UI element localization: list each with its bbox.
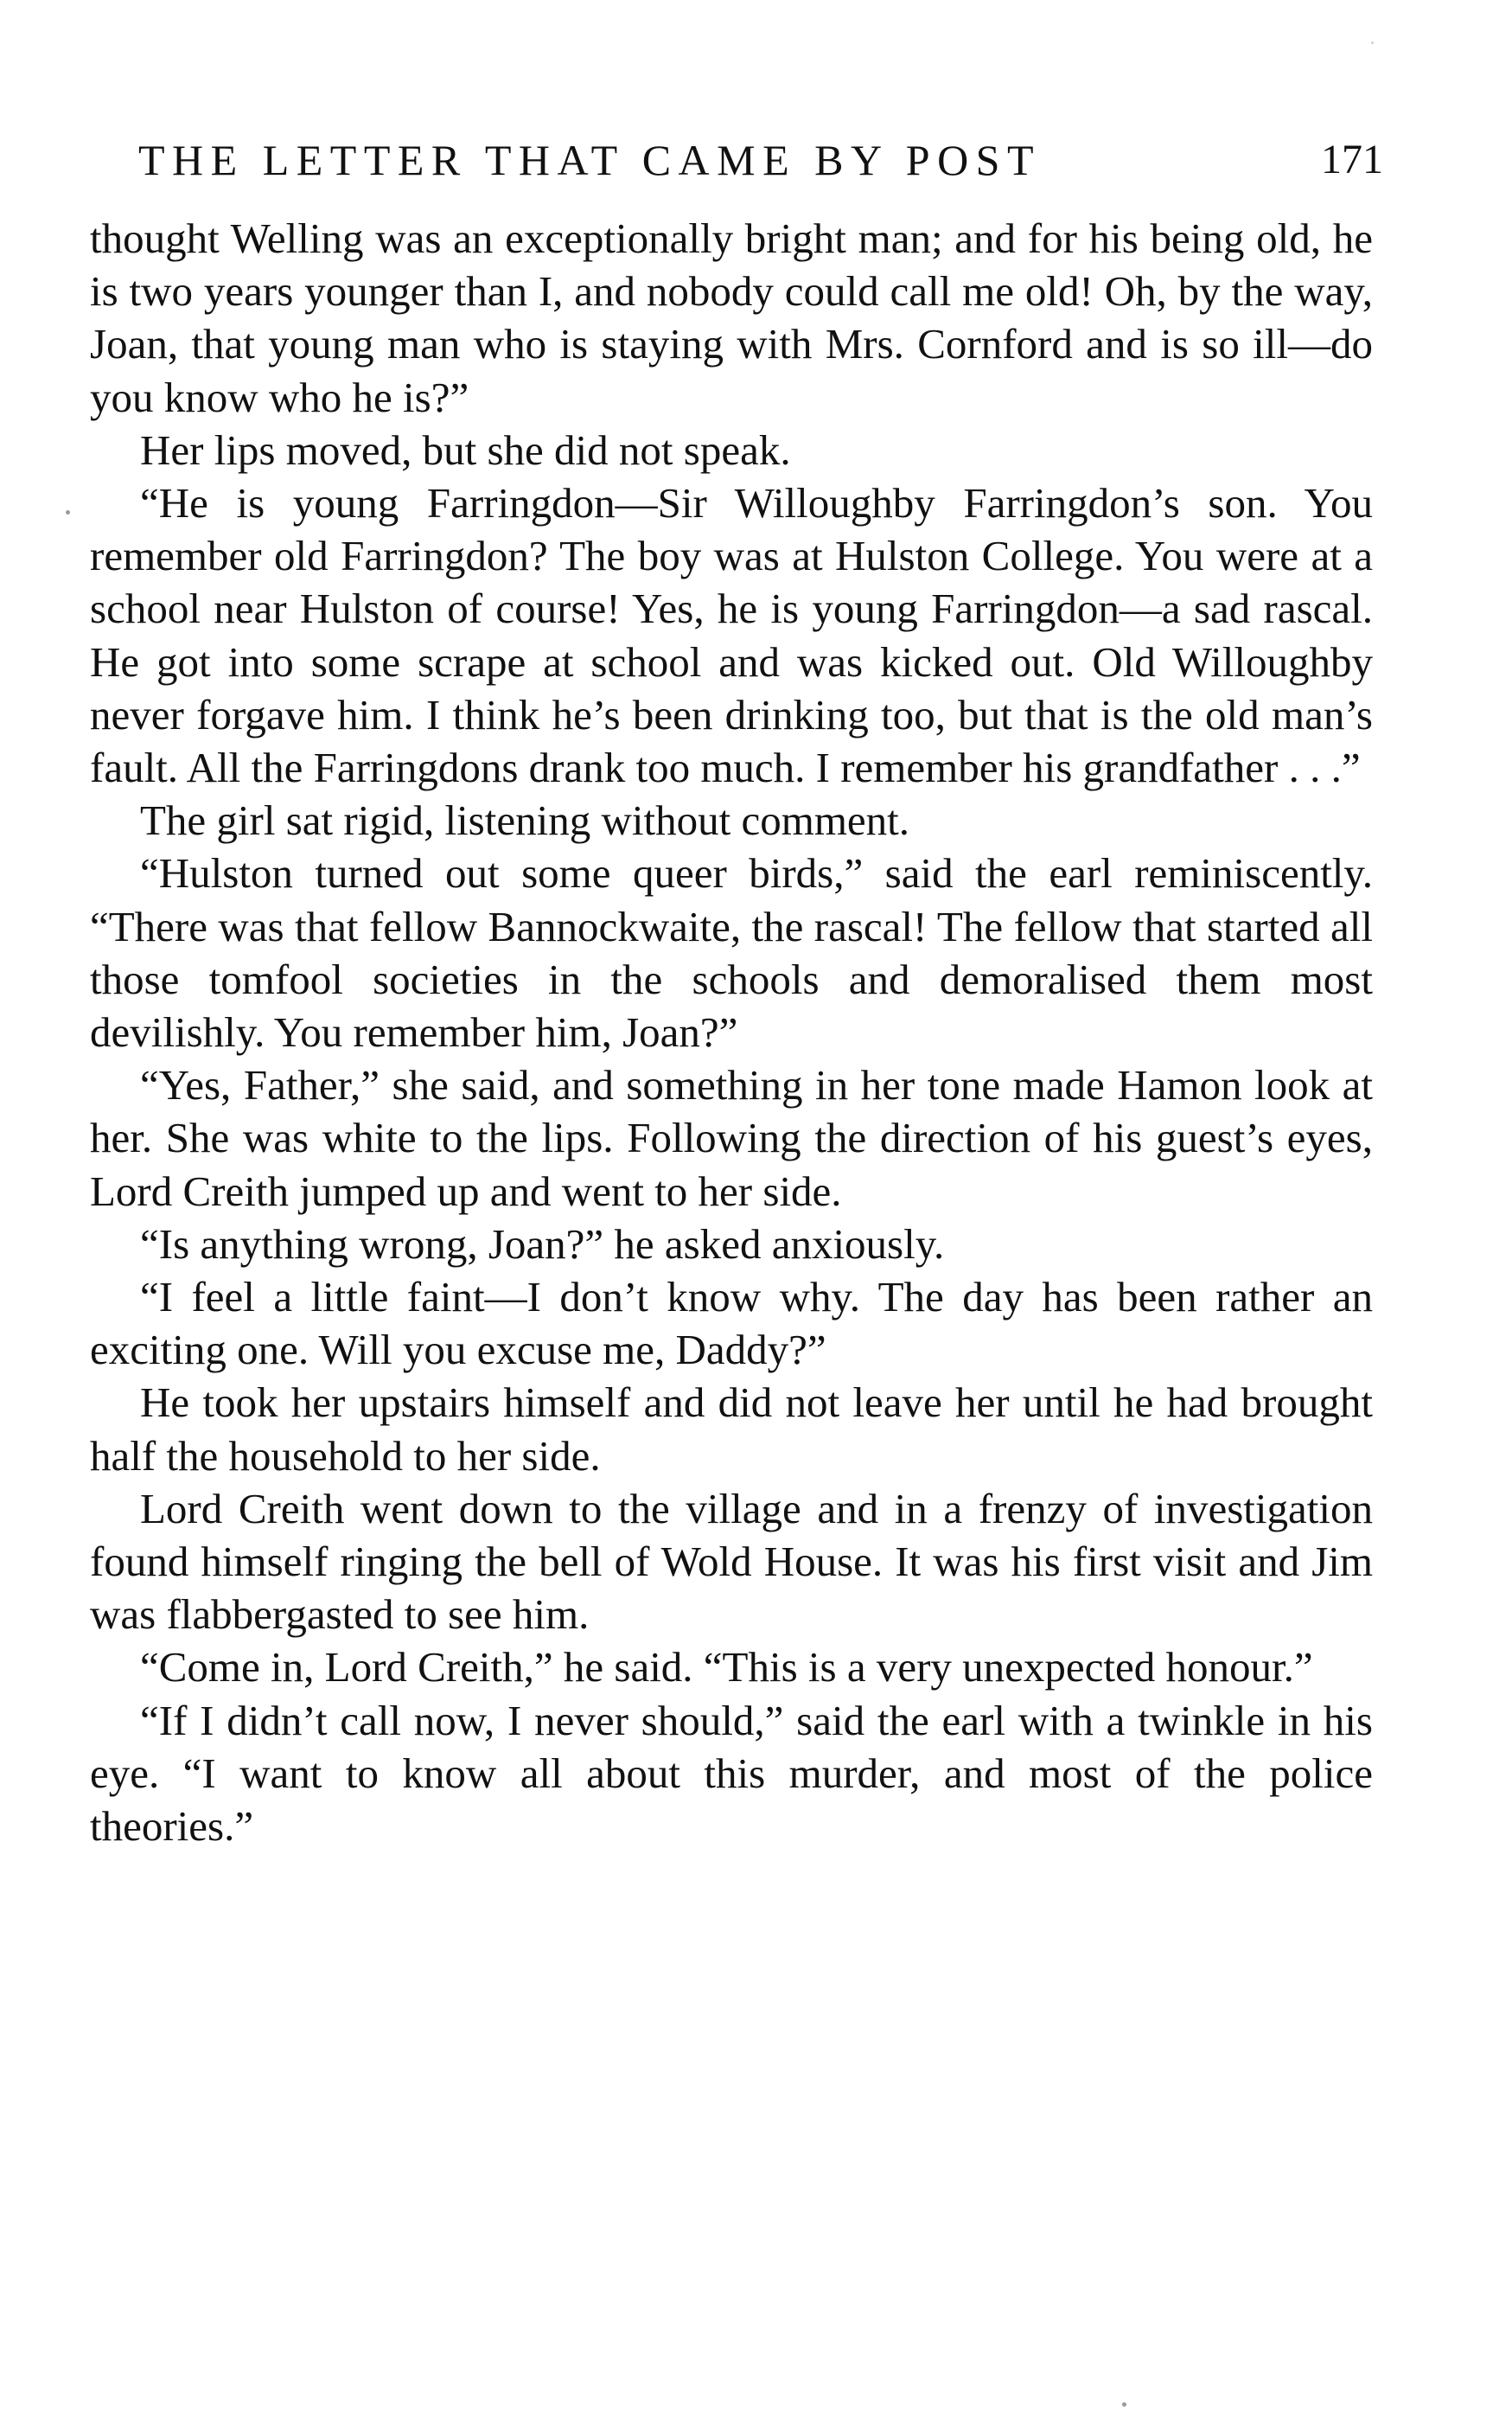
page-number: 171 (1321, 137, 1383, 182)
paragraph-5: “Hulston turned out some queer birds,” said the earl reminiscently. “There was that fellow Bannockwaite, the rascal! The fellow that started all those tomfool societies in the schools and demoralised them most devilishly. You remember him, Joan?” (90, 849, 1373, 1057)
paragraph-1: thought Welling was an exceptionally bright man; and for his being old, he is two years younger than I, and nobody could call me old! Oh, by the way, Joan, that young man who is staying with Mrs. Cornford and is so ill—do you know who he is?” (90, 214, 1373, 421)
paragraph-8: “I feel a little faint—I don’t know why. The day has been rather an exciting one. Will you excuse me, Daddy?” (90, 1273, 1373, 1374)
paragraph-3: “He is young Farringdon—Sir Willoughby Farringdon’s son. You remember old Farringdon? The boy was at Hulston College. You were at a school near Hulston of course! Yes, he is young Farringdon—a sad rascal. He got into some scrape at school and was kicked out. Old Willoughby never forgave him. I think he’s been drinking too, but that is the old man’s fault. All the Farringdons drank too much. I remember his grandfather . . .” (90, 479, 1373, 792)
paragraph-2: Her lips moved, but she did not speak. (140, 425, 791, 474)
paragraph-9: He took her upstairs himself and did not leave her until he had brought half the household to her side. (90, 1378, 1373, 1480)
scan-speck (1122, 2402, 1126, 2407)
paragraph-6: “Yes, Father,” she said, and something in her tone made Hamon look at her. She was white to the lips. Following the direction of his guest’s eyes, Lord Creith jumped up and went to her side. (90, 1061, 1373, 1215)
body-text (90, 212, 1373, 1852)
running-title: THE LETTER THAT CAME BY POST (138, 136, 1042, 184)
paragraph-12: “If I didn’t call now, I never should,” said the earl with a twinkle in his eye. “I want to know all about this murder, and most of the police theories.” (90, 1696, 1373, 1851)
paragraph-11: “Come in, Lord Creith,” he said. “This is a very unexpected honour.” (140, 1643, 1313, 1691)
paragraph-7: “Is anything wrong, Joan?” he asked anxiously. (140, 1219, 945, 1268)
paragraph-4: The girl sat rigid, listening without comment. (140, 796, 910, 845)
paragraph-10: Lord Creith went down to the village and in a frenzy of investigation found himself ringing the bell of Wold House. It was his first visit and Jim was flabbergasted to see him. (90, 1484, 1373, 1639)
running-head (138, 134, 1383, 186)
scan-speck (66, 510, 70, 515)
scan-speck (1371, 42, 1374, 44)
